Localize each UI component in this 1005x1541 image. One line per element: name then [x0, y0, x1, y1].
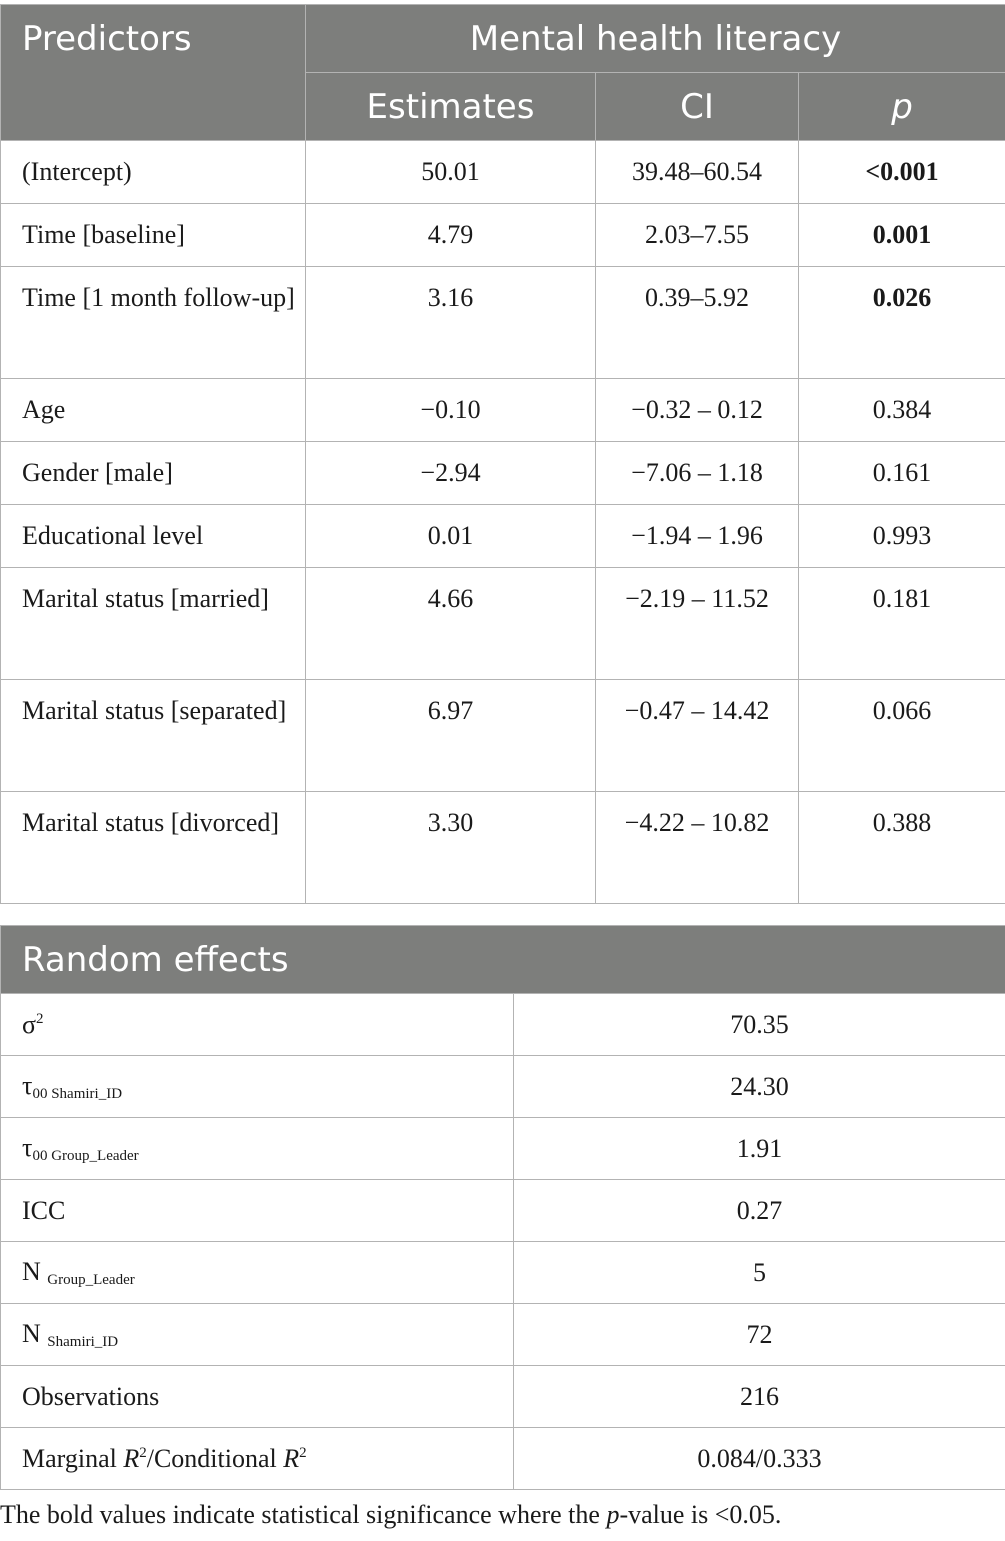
estimate-cell: −2.94	[306, 442, 596, 505]
table-row	[1, 267, 1005, 379]
r2-value: 0.084/0.333	[514, 1428, 1005, 1490]
p-value-cell: 0.384	[799, 379, 1005, 442]
fixed-effects-body	[1, 141, 1005, 904]
estimate-cell: 50.01	[306, 141, 596, 204]
ci-cell: −4.22 – 10.82	[596, 792, 799, 904]
estimate-cell: −0.10	[306, 379, 596, 442]
p-header: p	[799, 73, 1005, 141]
ci-cell: 0.39–5.92	[596, 267, 799, 379]
estimate-cell: 3.16	[306, 267, 596, 379]
predictor-label: (Intercept)	[1, 141, 306, 204]
n-group-value: 5	[514, 1242, 1005, 1304]
tau-group-value: 1.91	[514, 1118, 1005, 1180]
predictor-label: Educational level	[1, 505, 306, 568]
table-row	[1, 1180, 1005, 1242]
r2-label: Marginal $R^2$/Conditional $R^2$	[1, 1428, 514, 1490]
table-row	[1, 792, 1005, 904]
ci-cell: −2.19 – 11.52	[596, 568, 799, 680]
predictor-label: Time [baseline]	[1, 204, 306, 267]
ci-cell: −0.47 – 14.42	[596, 680, 799, 792]
ci-cell: −1.94 – 1.96	[596, 505, 799, 568]
p-value-cell: 0.026	[799, 267, 1005, 379]
tau-group-label: $\tau_{00 Group\_Leader}$	[1, 1118, 514, 1180]
predictors-header: Predictors	[1, 5, 306, 141]
predictor-label: Gender [male]	[1, 442, 306, 505]
predictor-label: Time [1 month follow-up]	[1, 267, 306, 379]
n-shamiri-label: N $_{Shamiri\_ID}$	[1, 1304, 514, 1366]
p-value-cell: <0.001	[799, 141, 1005, 204]
table-row	[1, 505, 1005, 568]
ci-cell: 2.03–7.55	[596, 204, 799, 267]
ci-cell: 39.48–60.54	[596, 141, 799, 204]
sigma-value: 70.35	[514, 994, 1005, 1056]
table-row	[1, 1118, 1005, 1180]
table-row	[1, 141, 1005, 204]
table-footnote: The bold values indicate statistical significance where the p-value is <0.05.	[0, 1500, 782, 1529]
predictor-label: Marital status [married]	[1, 568, 306, 680]
p-value-cell: 0.181	[799, 568, 1005, 680]
ci-cell: −0.32 – 0.12	[596, 379, 799, 442]
p-value-cell: 0.066	[799, 680, 1005, 792]
table-row	[1, 204, 1005, 267]
icc-value: 0.27	[514, 1180, 1005, 1242]
table-row	[1, 1428, 1005, 1490]
predictor-label: Marital status [divorced]	[1, 792, 306, 904]
predictor-label: Marital status [separated]	[1, 680, 306, 792]
sigma-label: $\sigma^2$	[1, 994, 514, 1056]
random-effects-table	[0, 925, 1005, 1490]
table-row	[1, 379, 1005, 442]
table-row	[1, 1056, 1005, 1118]
observations-label: Observations	[1, 1366, 514, 1428]
mental-health-literacy-header: Mental health literacy	[306, 5, 1005, 73]
ci-cell: −7.06 – 1.18	[596, 442, 799, 505]
fixed-effects-table	[0, 4, 1005, 904]
p-value-cell: 0.161	[799, 442, 1005, 505]
p-value-cell: 0.001	[799, 204, 1005, 267]
p-value-cell: 0.388	[799, 792, 1005, 904]
p-value-cell: 0.993	[799, 505, 1005, 568]
estimate-cell: 6.97	[306, 680, 596, 792]
n-group-label: N $_{Group\_Leader}$	[1, 1242, 514, 1304]
ci-header: CI	[596, 73, 799, 141]
table-row	[1, 994, 1005, 1056]
observations-value: 216	[514, 1366, 1005, 1428]
tau-shamiri-value: 24.30	[514, 1056, 1005, 1118]
estimate-cell: 3.30	[306, 792, 596, 904]
table-row	[1, 1242, 1005, 1304]
tau-shamiri-label: $\tau_{00 Shamiri\_ID}$	[1, 1056, 514, 1118]
estimates-header: Estimates	[306, 73, 596, 141]
estimate-cell: 4.66	[306, 568, 596, 680]
predictor-label: Age	[1, 379, 306, 442]
table-row	[1, 568, 1005, 680]
table-row	[1, 442, 1005, 505]
table-row	[1, 1366, 1005, 1428]
icc-label: ICC	[1, 1180, 514, 1242]
estimate-cell: 0.01	[306, 505, 596, 568]
random-effects-header: Random effects	[1, 926, 1005, 994]
table-row	[1, 1304, 1005, 1366]
table-row	[1, 680, 1005, 792]
estimate-cell: 4.79	[306, 204, 596, 267]
n-shamiri-value: 72	[514, 1304, 1005, 1366]
